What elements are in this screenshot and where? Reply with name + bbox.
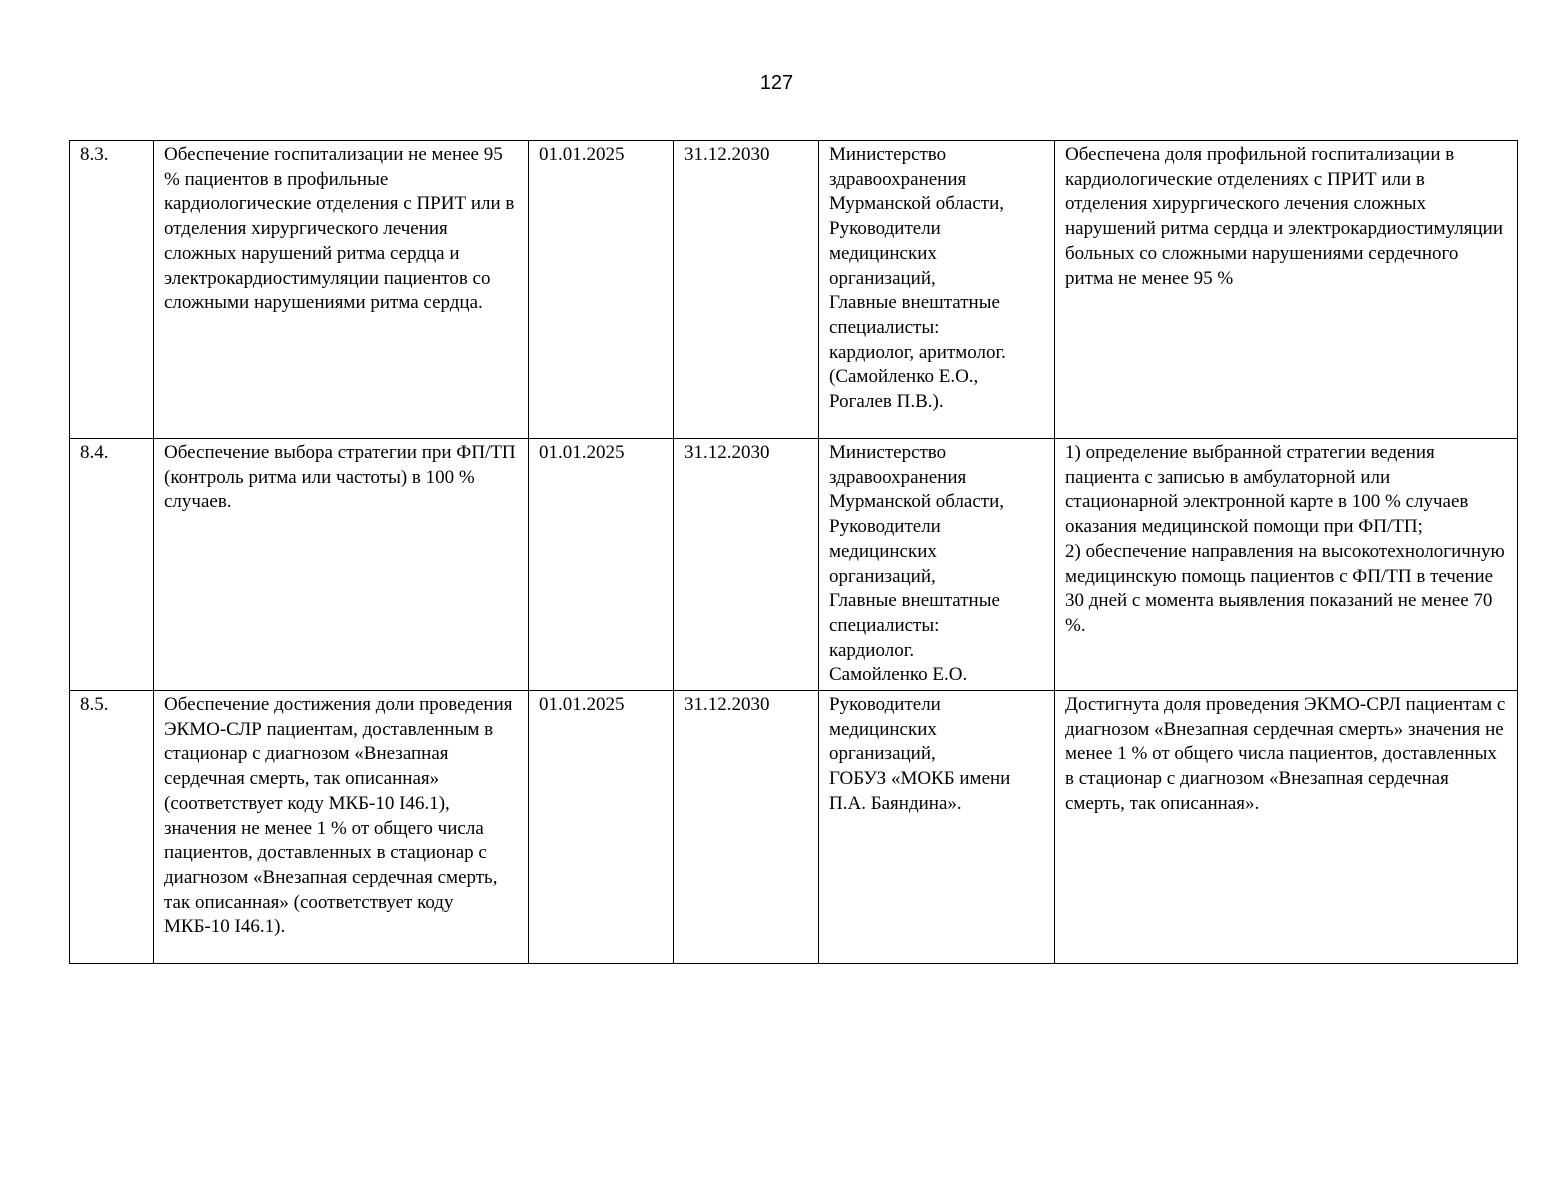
result-cell: Достигнута доля проведения ЭКМО-СРЛ пациентам с диагнозом «Внезапная сердечная смерть» значения не менее 1 % от общего числа пациентов, доставленных в стационар с диагнозом «Внезапная сердечная смерть, так описанная». — [1055, 691, 1518, 964]
result-cell: Обеспечена доля профильной госпитализации в кардиологические отделениях с ПРИТ или в отделения хирургического лечения сложных нарушений ритма сердца и электрокардиостимуляции больных со сложными нарушениями сердечного ритма не менее 95 % — [1055, 141, 1518, 439]
start-date-cell: 01.01.2025 — [529, 439, 674, 691]
measure-description-cell: Обеспечение выбора стратегии при ФП/ТП (контроль ритма или частоты) в 100 % случаев. — [154, 439, 529, 691]
item-number-cell: 8.4. — [70, 439, 154, 691]
end-date-cell: 31.12.2030 — [674, 691, 819, 964]
table-row — [70, 691, 1518, 964]
end-date-cell: 31.12.2030 — [674, 439, 819, 691]
responsible-cell: Министерство здравоохранения Мурманской области, Руководители медицинских организаций, Главные внештатные специалисты: кардиолог. Самойленко Е.О. — [819, 439, 1055, 691]
responsible-cell: Министерство здравоохранения Мурманской области, Руководители медицинских организаций, Главные внештатные специалисты: кардиолог, аритмолог. (Самойленко Е.О., Рогалев П.В.). — [819, 141, 1055, 439]
measure-description-cell: Обеспечение госпитализации не менее 95 % пациентов в профильные кардиологические отделения с ПРИТ или в отделения хирургического лечения сложных нарушений ритма сердца и электрокардиостимуляции пациентов со сложными нарушениями ритма сердца. — [154, 141, 529, 439]
start-date-cell: 01.01.2025 — [529, 141, 674, 439]
responsible-cell: Руководители медицинских организаций, ГОБУЗ «МОКБ имени П.А. Баяндина». — [819, 691, 1055, 964]
measures-table — [69, 140, 1518, 964]
end-date-cell: 31.12.2030 — [674, 141, 819, 439]
measure-description-cell: Обеспечение достижения доли проведения ЭКМО-СЛР пациентам, доставленным в стационар с диагнозом «Внезапная сердечная смерть, так описанная» (соответствует коду МКБ-10 I46.1), значения не менее 1 % от общего числа пациентов, доставленных в стационар с диагнозом «Внезапная сердечная смерть, так описанная» (соответствует коду МКБ-10 I46.1). — [154, 691, 529, 964]
item-number-cell: 8.5. — [70, 691, 154, 964]
item-number-cell: 8.3. — [70, 141, 154, 439]
start-date-cell: 01.01.2025 — [529, 691, 674, 964]
table-row — [70, 141, 1518, 439]
result-cell: 1) определение выбранной стратегии ведения пациента с записью в амбулаторной или стационарной электронной карте в 100 % случаев оказания медицинской помощи при ФП/ТП; 2) обеспечение направления на высокотехнологичную медицинскую помощь пациентов с ФП/ТП в течение 30 дней с момента выявления показаний не менее 70 %. — [1055, 439, 1518, 691]
page-number: 127 — [759, 72, 794, 94]
table-row — [70, 439, 1518, 691]
